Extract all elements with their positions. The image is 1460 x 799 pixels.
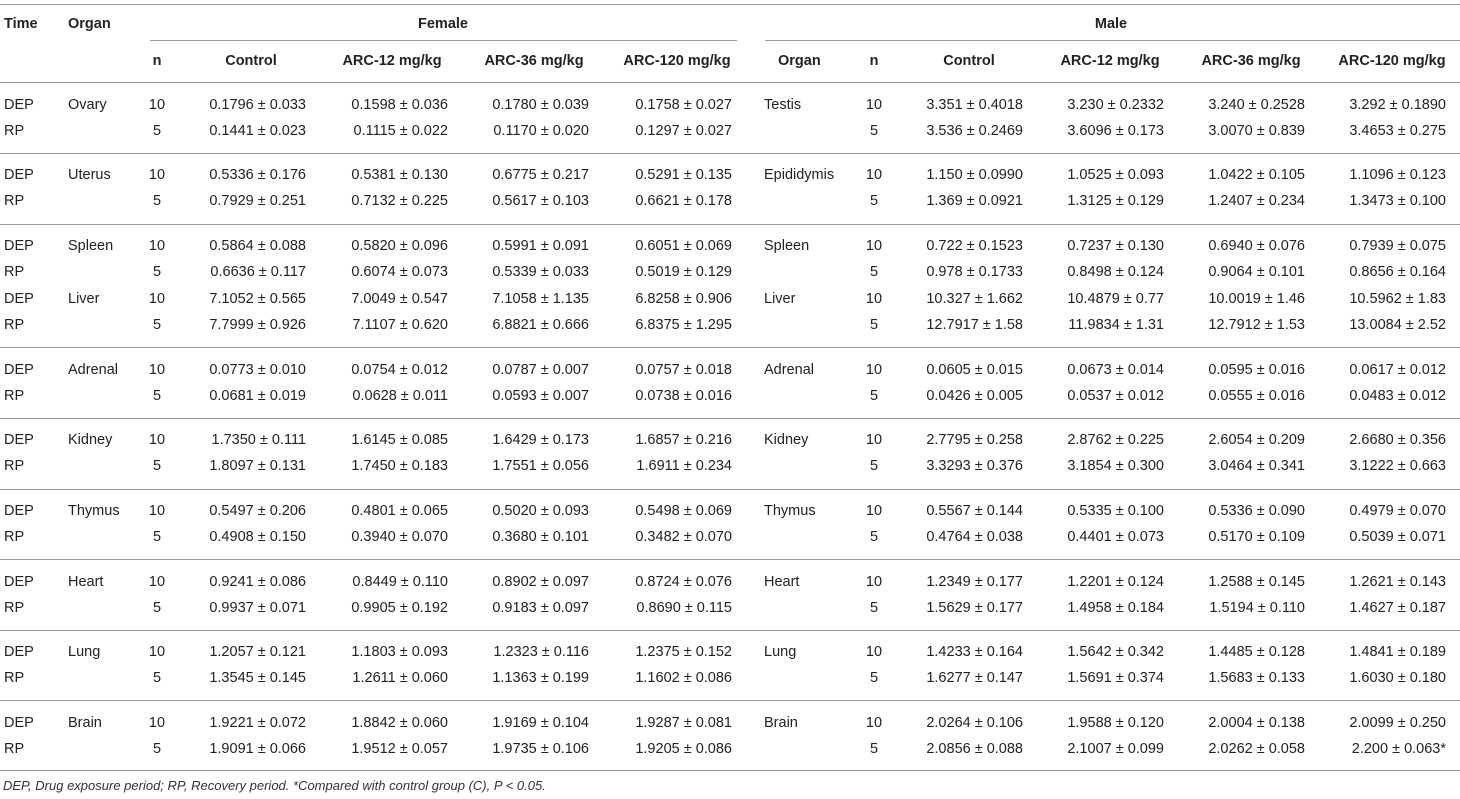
- header-female: Female: [418, 16, 468, 32]
- female-value-cell: 0.1598 ± 0.036: [351, 97, 448, 113]
- female-value-cell: 0.6051 ± 0.069: [635, 238, 732, 254]
- female-value-cell: 6.8821 ± 0.666: [492, 317, 589, 333]
- row-n-female: 5: [152, 600, 162, 616]
- female-value-cell: 0.5498 ± 0.069: [635, 503, 732, 519]
- female-value-cell: 1.6429 ± 0.173: [492, 432, 589, 448]
- male-value-cell: 1.3473 ± 0.100: [1349, 193, 1446, 209]
- female-value-cell: 0.0754 ± 0.012: [351, 362, 448, 378]
- male-value-cell: 1.4485 ± 0.128: [1208, 644, 1305, 660]
- row-n-female: 5: [152, 264, 162, 280]
- row-time: RP: [4, 123, 25, 139]
- male-value-cell: 3.1854 ± 0.300: [1067, 458, 1164, 474]
- male-value-cell: 1.5642 ± 0.342: [1067, 644, 1164, 660]
- male-value-cell: 10.5962 ± 1.83: [1349, 291, 1446, 307]
- row-organ-female: Spleen: [68, 238, 114, 254]
- male-value-cell: 0.0617 ± 0.012: [1349, 362, 1446, 378]
- male-span-rule: [765, 40, 1460, 41]
- header-male-group: ARC-12 mg/kg: [1060, 53, 1160, 69]
- male-value-cell: 2.7795 ± 0.258: [926, 432, 1023, 448]
- male-value-cell: 0.0483 ± 0.012: [1349, 388, 1446, 404]
- male-value-cell: 1.150 ± 0.0990: [926, 167, 1023, 183]
- male-value-cell: 2.8762 ± 0.225: [1067, 432, 1164, 448]
- group-divider: [0, 224, 1460, 225]
- male-value-cell: 0.7939 ± 0.075: [1349, 238, 1446, 254]
- male-value-cell: 3.3293 ± 0.376: [926, 458, 1023, 474]
- male-value-cell: 1.6030 ± 0.180: [1349, 670, 1446, 686]
- female-value-cell: 1.9735 ± 0.106: [492, 741, 589, 757]
- group-divider: [0, 418, 1460, 419]
- row-n-female: 5: [152, 458, 162, 474]
- row-n-male: 5: [869, 317, 879, 333]
- female-value-cell: 6.8258 ± 0.906: [635, 291, 732, 307]
- row-n-female: 10: [148, 715, 166, 731]
- row-time: DEP: [4, 644, 34, 660]
- female-value-cell: 0.1297 ± 0.027: [635, 123, 732, 139]
- male-value-cell: 2.0264 ± 0.106: [926, 715, 1023, 731]
- female-value-cell: 0.4801 ± 0.065: [351, 503, 448, 519]
- female-value-cell: 0.1115 ± 0.022: [353, 123, 448, 139]
- row-n-male: 5: [869, 264, 879, 280]
- male-value-cell: 0.0537 ± 0.012: [1067, 388, 1164, 404]
- female-value-cell: 0.1796 ± 0.033: [209, 97, 306, 113]
- row-time: DEP: [4, 97, 34, 113]
- female-value-cell: 0.5991 ± 0.091: [492, 238, 589, 254]
- male-value-cell: 1.5683 ± 0.133: [1208, 670, 1305, 686]
- male-value-cell: 2.0004 ± 0.138: [1208, 715, 1305, 731]
- male-value-cell: 0.0673 ± 0.014: [1067, 362, 1164, 378]
- female-value-cell: 0.6775 ± 0.217: [492, 167, 589, 183]
- female-value-cell: 7.1107 ± 0.620: [352, 317, 448, 333]
- female-value-cell: 0.1170 ± 0.020: [493, 123, 589, 139]
- female-value-cell: 0.0738 ± 0.016: [635, 388, 732, 404]
- female-value-cell: 1.1803 ± 0.093: [351, 644, 448, 660]
- female-value-cell: 0.8449 ± 0.110: [352, 574, 448, 590]
- header-bottom-rule: [0, 82, 1460, 83]
- female-value-cell: 1.2323 ± 0.116: [493, 644, 589, 660]
- row-time: DEP: [4, 167, 34, 183]
- row-time: RP: [4, 388, 25, 404]
- male-value-cell: 1.5691 ± 0.374: [1067, 670, 1164, 686]
- row-n-male: 5: [869, 388, 879, 404]
- header-male-group: ARC-36 mg/kg: [1201, 53, 1301, 69]
- top-rule: [0, 4, 1460, 5]
- male-value-cell: 0.5039 ± 0.071: [1349, 529, 1446, 545]
- row-n-male: 10: [865, 97, 883, 113]
- male-value-cell: 1.5629 ± 0.177: [926, 600, 1023, 616]
- male-value-cell: 3.351 ± 0.4018: [926, 97, 1023, 113]
- male-value-cell: 3.6096 ± 0.173: [1067, 123, 1164, 139]
- row-n-female: 5: [152, 193, 162, 209]
- row-n-male: 10: [865, 503, 883, 519]
- female-value-cell: 0.6636 ± 0.117: [210, 264, 306, 280]
- male-value-cell: 3.0070 ± 0.839: [1208, 123, 1305, 139]
- female-value-cell: 7.7999 ± 0.926: [209, 317, 306, 333]
- row-n-male: 5: [869, 458, 879, 474]
- row-n-female: 10: [148, 432, 166, 448]
- female-value-cell: 1.7350 ± 0.111: [211, 432, 306, 448]
- male-value-cell: 2.6054 ± 0.209: [1208, 432, 1305, 448]
- male-value-cell: 10.327 ± 1.662: [926, 291, 1023, 307]
- row-n-female: 5: [152, 670, 162, 686]
- row-n-male: 5: [869, 123, 879, 139]
- row-n-male: 10: [865, 644, 883, 660]
- female-value-cell: 0.5381 ± 0.130: [351, 167, 448, 183]
- female-value-cell: 0.0593 ± 0.007: [492, 388, 589, 404]
- female-value-cell: 1.2375 ± 0.152: [635, 644, 732, 660]
- male-value-cell: 10.0019 ± 1.46: [1208, 291, 1305, 307]
- female-value-cell: 0.8902 ± 0.097: [492, 574, 589, 590]
- row-organ-female: Uterus: [68, 167, 111, 183]
- row-n-female: 10: [148, 167, 166, 183]
- male-value-cell: 3.240 ± 0.2528: [1208, 97, 1305, 113]
- row-organ-female: Heart: [68, 574, 104, 590]
- row-n-female: 10: [148, 362, 166, 378]
- male-value-cell: 0.0426 ± 0.005: [926, 388, 1023, 404]
- header-n-male: n: [869, 53, 879, 69]
- male-value-cell: 0.8656 ± 0.164: [1349, 264, 1446, 280]
- header-female-group: ARC-12 mg/kg: [342, 53, 442, 69]
- male-value-cell: 1.4841 ± 0.189: [1349, 644, 1446, 660]
- female-value-cell: 0.0773 ± 0.010: [209, 362, 306, 378]
- female-value-cell: 0.6074 ± 0.073: [351, 264, 448, 280]
- female-value-cell: 0.3482 ± 0.070: [635, 529, 732, 545]
- female-value-cell: 0.8724 ± 0.076: [635, 574, 732, 590]
- row-n-female: 10: [148, 238, 166, 254]
- female-value-cell: 0.7929 ± 0.251: [209, 193, 306, 209]
- header-organ-male: Organ: [778, 53, 821, 69]
- row-time: RP: [4, 317, 25, 333]
- male-value-cell: 1.2201 ± 0.124: [1067, 574, 1164, 590]
- group-divider: [0, 559, 1460, 560]
- female-value-cell: 1.6857 ± 0.216: [635, 432, 732, 448]
- row-time: RP: [4, 741, 25, 757]
- header-male-group: ARC-120 mg/kg: [1338, 53, 1446, 69]
- female-value-cell: 1.9287 ± 0.081: [635, 715, 732, 731]
- male-value-cell: 1.0422 ± 0.105: [1208, 167, 1305, 183]
- row-organ-female: Adrenal: [68, 362, 118, 378]
- male-value-cell: 1.6277 ± 0.147: [926, 670, 1023, 686]
- female-value-cell: 0.5497 ± 0.206: [209, 503, 306, 519]
- male-value-cell: 0.0605 ± 0.015: [926, 362, 1023, 378]
- female-value-cell: 1.9512 ± 0.057: [351, 741, 448, 757]
- row-n-male: 10: [865, 238, 883, 254]
- male-value-cell: 3.0464 ± 0.341: [1208, 458, 1305, 474]
- row-organ-male: Lung: [764, 644, 797, 660]
- female-value-cell: 1.1363 ± 0.199: [492, 670, 589, 686]
- female-value-cell: 7.1052 ± 0.565: [209, 291, 306, 307]
- male-value-cell: 1.2349 ± 0.177: [926, 574, 1023, 590]
- female-value-cell: 0.1441 ± 0.023: [209, 123, 306, 139]
- female-value-cell: 1.1602 ± 0.086: [635, 670, 732, 686]
- row-organ-male: Adrenal: [764, 362, 814, 378]
- male-value-cell: 11.9834 ± 1.31: [1068, 317, 1164, 333]
- row-time: DEP: [4, 503, 34, 519]
- female-value-cell: 1.2057 ± 0.121: [209, 644, 306, 660]
- row-organ-female: Thymus: [68, 503, 120, 519]
- header-n-female: n: [152, 53, 162, 69]
- female-value-cell: 0.5864 ± 0.088: [209, 238, 306, 254]
- female-span-rule: [150, 40, 737, 41]
- female-value-cell: 0.5336 ± 0.176: [209, 167, 306, 183]
- male-value-cell: 1.3125 ± 0.129: [1067, 193, 1164, 209]
- row-time: DEP: [4, 291, 34, 307]
- row-n-female: 5: [152, 317, 162, 333]
- female-value-cell: 0.5339 ± 0.033: [492, 264, 589, 280]
- male-value-cell: 1.5194 ± 0.110: [1209, 600, 1305, 616]
- female-value-cell: 0.8690 ± 0.115: [636, 600, 732, 616]
- female-value-cell: 0.1758 ± 0.027: [635, 97, 732, 113]
- row-n-male: 10: [865, 432, 883, 448]
- male-value-cell: 12.7912 ± 1.53: [1208, 317, 1305, 333]
- female-value-cell: 0.9905 ± 0.192: [351, 600, 448, 616]
- row-n-male: 5: [869, 600, 879, 616]
- female-value-cell: 0.5291 ± 0.135: [635, 167, 732, 183]
- male-value-cell: 0.4979 ± 0.070: [1349, 503, 1446, 519]
- row-organ-male: Spleen: [764, 238, 810, 254]
- row-organ-male: Epididymis: [764, 167, 835, 183]
- header-female-group: ARC-120 mg/kg: [623, 53, 731, 69]
- row-time: DEP: [4, 362, 34, 378]
- row-time: RP: [4, 458, 25, 474]
- female-value-cell: 1.9091 ± 0.066: [209, 741, 306, 757]
- male-value-cell: 2.0856 ± 0.088: [926, 741, 1023, 757]
- row-organ-female: Lung: [68, 644, 101, 660]
- male-value-cell: 0.5336 ± 0.090: [1208, 503, 1305, 519]
- female-value-cell: 0.0681 ± 0.019: [209, 388, 306, 404]
- male-value-cell: 0.0595 ± 0.016: [1208, 362, 1305, 378]
- row-time: RP: [4, 529, 25, 545]
- header-male: Male: [1094, 16, 1128, 32]
- female-value-cell: 0.5820 ± 0.096: [351, 238, 448, 254]
- header-female-group: Control: [225, 53, 277, 69]
- female-value-cell: 0.3680 ± 0.101: [492, 529, 589, 545]
- male-value-cell: 0.5567 ± 0.144: [926, 503, 1023, 519]
- male-value-cell: 3.536 ± 0.2469: [926, 123, 1023, 139]
- male-value-cell: 3.1222 ± 0.663: [1349, 458, 1446, 474]
- header-male-group: Control: [943, 53, 995, 69]
- row-time: RP: [4, 193, 25, 209]
- male-value-cell: 0.4401 ± 0.073: [1067, 529, 1164, 545]
- row-n-male: 10: [865, 574, 883, 590]
- male-value-cell: 1.2407 ± 0.234: [1208, 193, 1305, 209]
- male-value-cell: 0.9064 ± 0.101: [1208, 264, 1305, 280]
- female-value-cell: 1.8097 ± 0.131: [209, 458, 306, 474]
- male-value-cell: 0.5170 ± 0.109: [1208, 529, 1305, 545]
- male-value-cell: 0.0555 ± 0.016: [1208, 388, 1305, 404]
- row-organ-female: Brain: [68, 715, 102, 731]
- row-n-female: 10: [148, 644, 166, 660]
- table-footnote: DEP, Drug exposure period; RP, Recovery period. *Compared with control group (C), P < 0.05.: [3, 778, 546, 793]
- row-n-male: 10: [865, 715, 883, 731]
- female-value-cell: 1.3545 ± 0.145: [209, 670, 306, 686]
- female-value-cell: 7.1058 ± 1.135: [492, 291, 589, 307]
- female-value-cell: 1.6911 ± 0.234: [636, 458, 732, 474]
- male-value-cell: 2.200 ± 0.063*: [1351, 741, 1446, 757]
- male-value-cell: 3.292 ± 0.1890: [1349, 97, 1446, 113]
- row-n-male: 10: [865, 362, 883, 378]
- group-divider: [0, 700, 1460, 701]
- group-divider: [0, 347, 1460, 348]
- row-n-female: 5: [152, 741, 162, 757]
- female-value-cell: 0.9183 ± 0.097: [492, 600, 589, 616]
- row-time: RP: [4, 264, 25, 280]
- row-n-male: 10: [865, 291, 883, 307]
- row-n-female: 10: [148, 97, 166, 113]
- row-n-female: 10: [148, 574, 166, 590]
- female-value-cell: 1.6145 ± 0.085: [351, 432, 448, 448]
- male-value-cell: 1.369 ± 0.0921: [926, 193, 1023, 209]
- row-n-female: 5: [152, 123, 162, 139]
- row-n-female: 10: [148, 503, 166, 519]
- row-n-male: 5: [869, 741, 879, 757]
- male-value-cell: 3.4653 ± 0.275: [1349, 123, 1446, 139]
- row-n-female: 10: [148, 291, 166, 307]
- female-value-cell: 1.9221 ± 0.072: [209, 715, 306, 731]
- row-organ-male: Kidney: [764, 432, 809, 448]
- male-value-cell: 2.0099 ± 0.250: [1349, 715, 1446, 731]
- male-value-cell: 0.4764 ± 0.038: [926, 529, 1023, 545]
- row-organ-female: Kidney: [68, 432, 113, 448]
- header-organ: Organ: [68, 16, 111, 32]
- male-value-cell: 2.6680 ± 0.356: [1349, 432, 1446, 448]
- row-n-female: 5: [152, 529, 162, 545]
- male-value-cell: 1.0525 ± 0.093: [1067, 167, 1164, 183]
- female-value-cell: 0.0757 ± 0.018: [635, 362, 732, 378]
- female-value-cell: 0.3940 ± 0.070: [351, 529, 448, 545]
- group-divider: [0, 770, 1460, 771]
- female-value-cell: 0.9241 ± 0.086: [209, 574, 306, 590]
- female-value-cell: 0.5020 ± 0.093: [492, 503, 589, 519]
- female-value-cell: 0.6621 ± 0.178: [635, 193, 732, 209]
- male-value-cell: 0.5335 ± 0.100: [1067, 503, 1164, 519]
- male-value-cell: 1.9588 ± 0.120: [1067, 715, 1164, 731]
- group-divider: [0, 489, 1460, 490]
- male-value-cell: 0.8498 ± 0.124: [1067, 264, 1164, 280]
- male-value-cell: 2.1007 ± 0.099: [1067, 741, 1164, 757]
- male-value-cell: 3.230 ± 0.2332: [1067, 97, 1164, 113]
- row-time: DEP: [4, 574, 34, 590]
- male-value-cell: 10.4879 ± 0.77: [1067, 291, 1164, 307]
- female-value-cell: 6.8375 ± 1.295: [635, 317, 732, 333]
- male-value-cell: 0.7237 ± 0.130: [1067, 238, 1164, 254]
- row-n-male: 5: [869, 193, 879, 209]
- female-value-cell: 0.5019 ± 0.129: [635, 264, 732, 280]
- male-value-cell: 1.4958 ± 0.184: [1067, 600, 1164, 616]
- female-value-cell: 1.9169 ± 0.104: [492, 715, 589, 731]
- row-organ-male: Brain: [764, 715, 798, 731]
- row-time: RP: [4, 600, 25, 616]
- group-divider: [0, 153, 1460, 154]
- row-organ-male: Liver: [764, 291, 796, 307]
- header-time: Time: [4, 16, 38, 32]
- female-value-cell: 0.1780 ± 0.039: [492, 97, 589, 113]
- female-value-cell: 0.0628 ± 0.011: [352, 388, 448, 404]
- male-value-cell: 1.2588 ± 0.145: [1208, 574, 1305, 590]
- male-value-cell: 1.4233 ± 0.164: [926, 644, 1023, 660]
- row-organ-male: Testis: [764, 97, 802, 113]
- row-time: DEP: [4, 432, 34, 448]
- female-value-cell: 1.8842 ± 0.060: [351, 715, 448, 731]
- male-value-cell: 0.978 ± 0.1733: [926, 264, 1023, 280]
- female-value-cell: 1.7450 ± 0.183: [351, 458, 448, 474]
- row-n-female: 5: [152, 388, 162, 404]
- group-divider: [0, 630, 1460, 631]
- female-value-cell: 0.7132 ± 0.225: [351, 193, 448, 209]
- row-organ-female: Liver: [68, 291, 100, 307]
- male-value-cell: 1.1096 ± 0.123: [1349, 167, 1446, 183]
- row-n-male: 5: [869, 529, 879, 545]
- female-value-cell: 0.5617 ± 0.103: [492, 193, 589, 209]
- row-organ-male: Thymus: [764, 503, 816, 519]
- female-value-cell: 7.0049 ± 0.547: [351, 291, 448, 307]
- header-female-group: ARC-36 mg/kg: [484, 53, 584, 69]
- row-n-male: 5: [869, 670, 879, 686]
- female-value-cell: 0.0787 ± 0.007: [492, 362, 589, 378]
- male-value-cell: 0.722 ± 0.1523: [926, 238, 1023, 254]
- male-value-cell: 0.6940 ± 0.076: [1208, 238, 1305, 254]
- row-n-male: 10: [865, 167, 883, 183]
- female-value-cell: 1.9205 ± 0.086: [635, 741, 732, 757]
- female-value-cell: 1.7551 ± 0.056: [492, 458, 589, 474]
- row-time: DEP: [4, 238, 34, 254]
- female-value-cell: 1.2611 ± 0.060: [352, 670, 448, 686]
- row-organ-male: Heart: [764, 574, 800, 590]
- male-value-cell: 13.0084 ± 2.52: [1349, 317, 1446, 333]
- male-value-cell: 12.7917 ± 1.58: [926, 317, 1023, 333]
- row-time: DEP: [4, 715, 34, 731]
- male-value-cell: 1.2621 ± 0.143: [1349, 574, 1446, 590]
- male-value-cell: 1.4627 ± 0.187: [1349, 600, 1446, 616]
- row-organ-female: Ovary: [68, 97, 107, 113]
- female-value-cell: 0.9937 ± 0.071: [209, 600, 306, 616]
- row-time: RP: [4, 670, 25, 686]
- female-value-cell: 0.4908 ± 0.150: [209, 529, 306, 545]
- male-value-cell: 2.0262 ± 0.058: [1208, 741, 1305, 757]
